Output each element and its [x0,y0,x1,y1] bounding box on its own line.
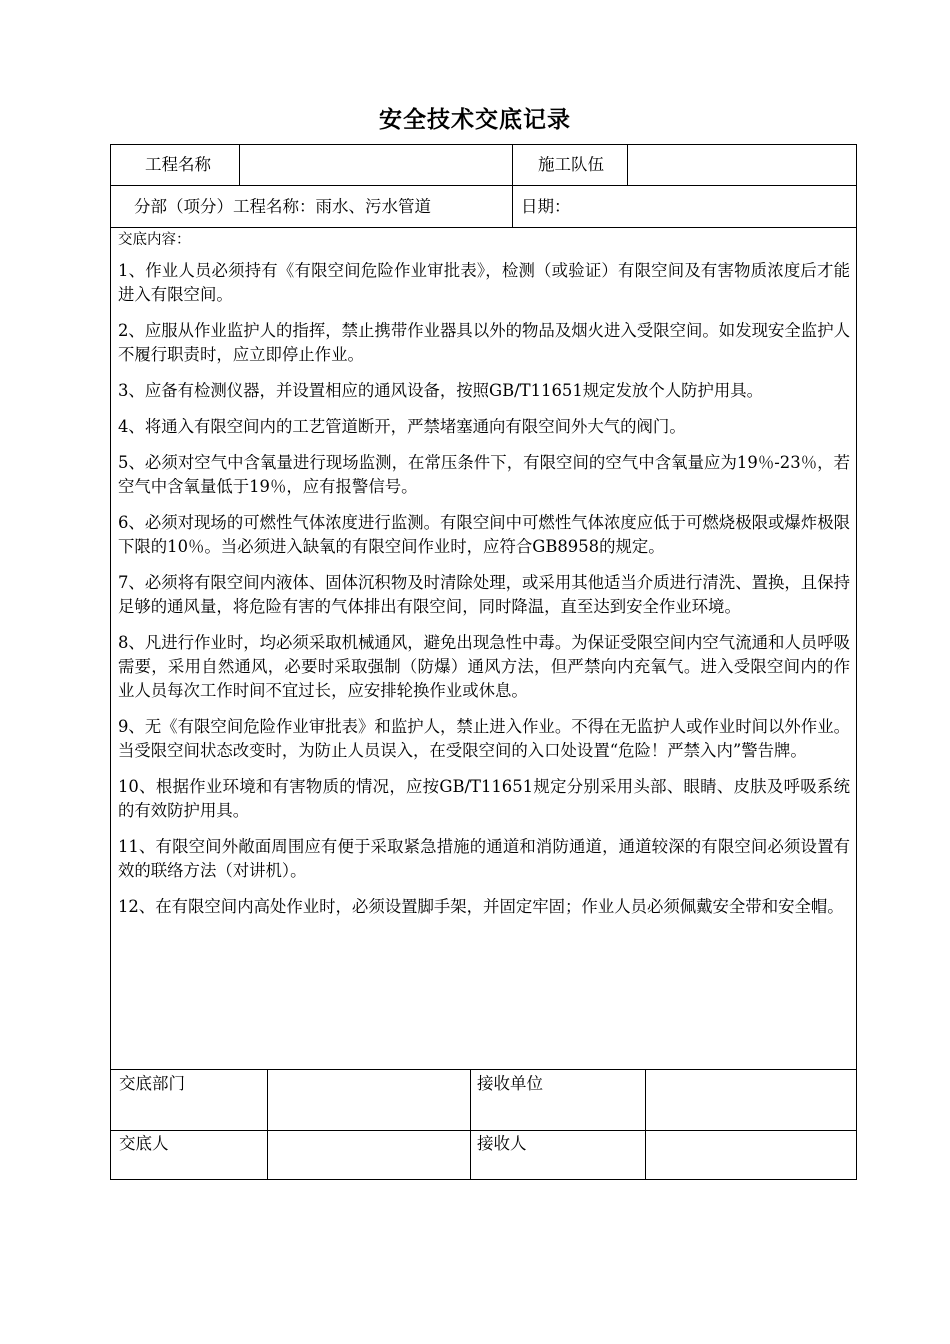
content-item: 3、应备有检测仪器，并设置相应的通风设备，按照GB/T11651规定发放个人防护用具。 [118,381,764,400]
receiver-unit-label: 接收单位 [477,1074,543,1093]
row-divider [110,1130,857,1131]
team-field[interactable] [632,155,852,177]
team-label: 施工队伍 [538,155,604,174]
content-item: 4、将通入有限空间内的工艺管道断开，严禁堵塞通向有限空间外大气的阀门。 [118,417,686,436]
receiver-unit-field[interactable] [650,1074,850,1124]
project-name-label: 工程名称 [145,155,211,174]
column-divider [627,144,628,185]
row-divider [110,1069,857,1070]
content-item: 2、应服从作业监护人的指挥，禁止携带作业器具以外的物品及烟火进入受限空间。如发现安全监护人不履行职责时，应立即停止作业。 [118,321,850,364]
column-divider [267,1069,268,1180]
content-item: 10、根据作业环境和有害物质的情况，应按GB/T11651规定分别采用头部、眼睛、皮肤及呼吸系统的有效防护用具。 [118,777,850,820]
dept-field[interactable] [272,1074,464,1124]
content-item: 6、必须对现场的可燃性气体浓度进行监测。有限空间中可燃性气体浓度应低于可燃烧极限或爆炸极限下限的10％。当必须进入缺氧的有限空间作业时，应符合GB8958的规定。 [118,513,850,556]
project-name-field[interactable] [244,155,506,177]
content-item: 12、在有限空间内高处作业时，必须设置脚手架，并固定牢固；作业人员必须佩戴安全带和安全帽。 [118,897,844,916]
column-divider [512,144,513,227]
person-label: 交底人 [119,1134,169,1153]
content-item: 11、有限空间外敞面周围应有便于采取紧急措施的通道和消防通道，通道较深的有限空间必须设置有效的联络方法（对讲机）。 [118,837,850,880]
column-divider [239,144,240,185]
row-divider [110,185,857,186]
content-item: 8、凡进行作业时，均必须采取机械通风，避免出现急性中毒。为保证受限空间内空气流通和人员呼吸需要，采用自然通风，必要时采取强制（防爆）通风方法，但严禁向内充氧气。进入受限空间内的作业人员每次工作时间不宜过长，应安排轮换作业或休息。 [118,633,850,700]
column-divider [470,1069,471,1180]
dept-label: 交底部门 [119,1074,185,1093]
person-field[interactable] [272,1134,464,1174]
content-item: 1、作业人员必须持有《有限空间危险作业审批表》，检测（或验证）有限空间及有害物质浓度后才能进入有限空间。 [118,261,850,304]
content-label: 交底内容： [118,232,191,248]
row-divider [110,227,857,228]
document-title: 安全技术交底记录 [379,106,571,133]
column-divider [645,1069,646,1180]
content-item: 7、必须将有限空间内液体、固体沉积物及时清除处理，或采用其他适当介质进行清洗、置换，且保持足够的通风量，将危险有害的气体排出有限空间，同时降温，直至达到安全作业环境。 [118,573,850,616]
content-item: 9、无《有限空间危险作业审批表》和监护人，禁止进入作业。不得在无监护人或作业时间以外作业。当受限空间状态改变时，为防止人员误入，在受限空间的入口处设置“危险！严禁入内”警告牌。 [118,717,850,760]
subproject-label: 分部（项分）工程名称：雨水、污水管道 [134,197,431,216]
date-label: 日期： [521,197,571,216]
briefing-content [118,230,850,931]
receiver-field[interactable] [650,1134,850,1174]
content-item: 5、必须对空气中含氧量进行现场监测，在常压条件下，有限空间的空气中含氧量应为19％-23％，若空气中含氧量低于19％，应有报警信号。 [118,453,850,496]
receiver-label: 接收人 [477,1134,527,1153]
